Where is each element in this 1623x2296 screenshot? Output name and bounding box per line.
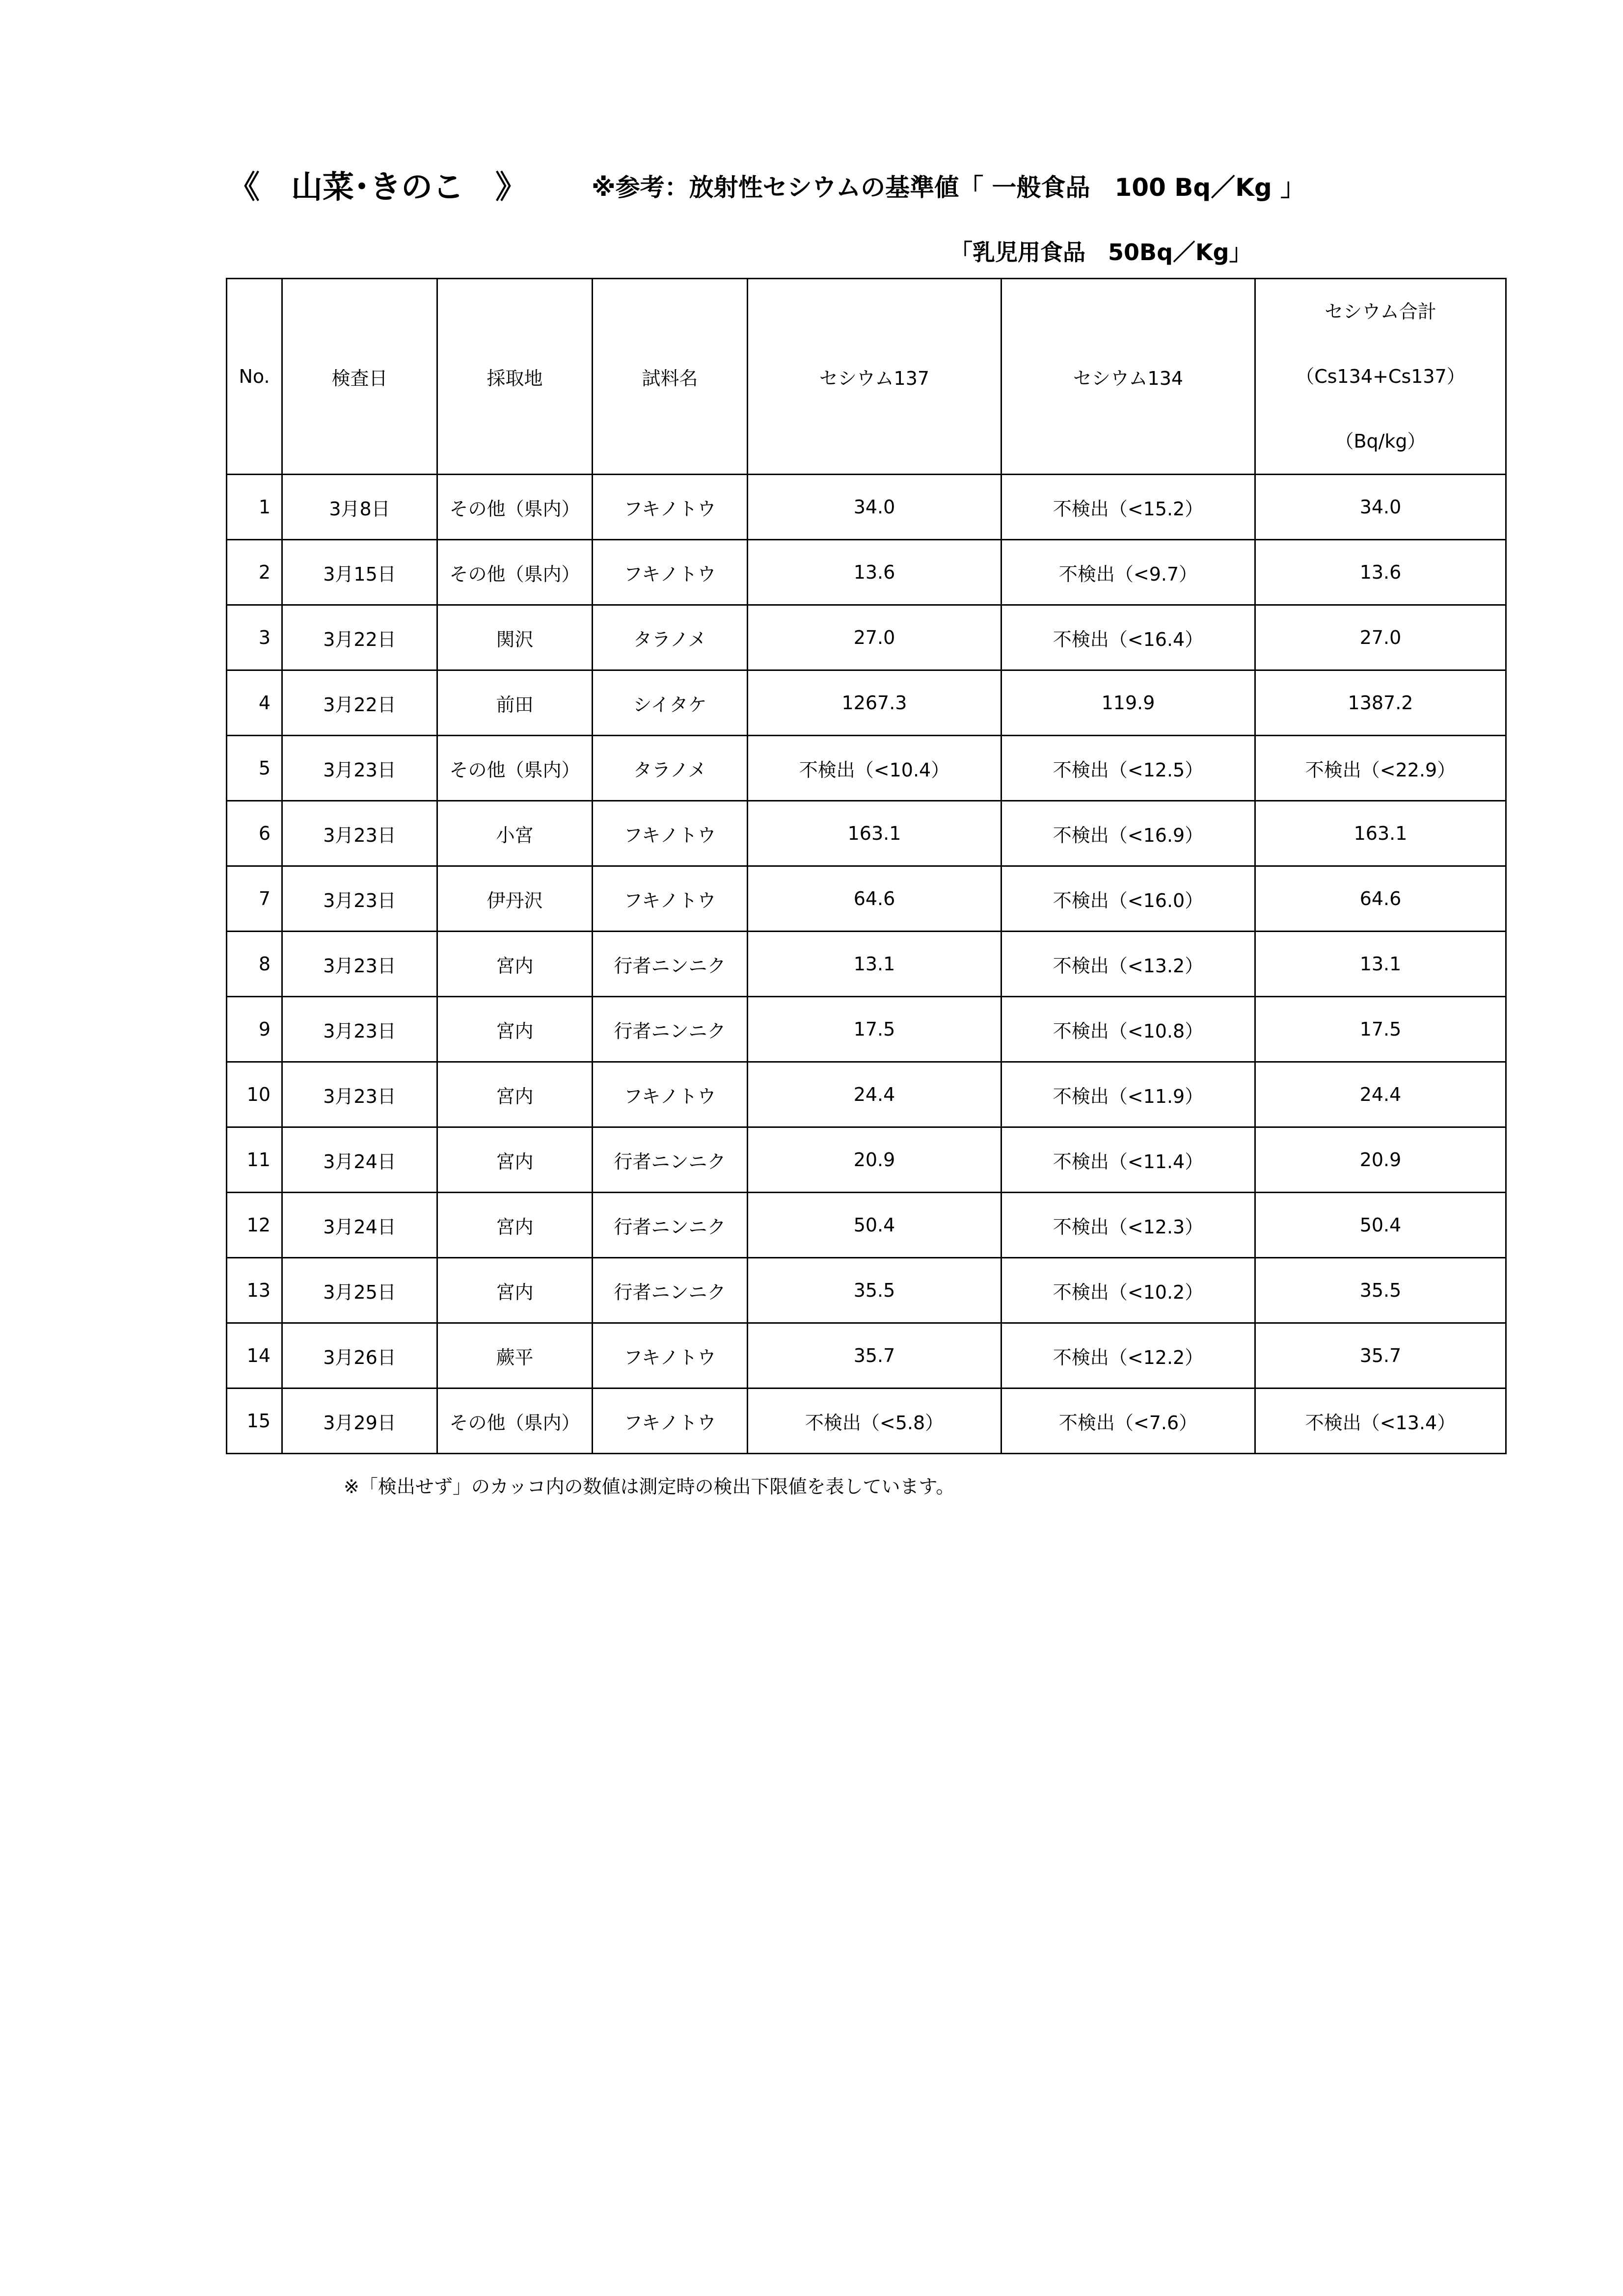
- table-row: [227, 1062, 1506, 1127]
- cell-cs137: 13.6: [748, 540, 1001, 605]
- header-cs134: セシウム134: [1001, 279, 1255, 475]
- table-row: [227, 997, 1506, 1062]
- cell-total: 1387.2: [1255, 670, 1506, 736]
- table-row: [227, 866, 1506, 932]
- cell-cs134: 不検出（<13.2）: [1001, 932, 1255, 997]
- table-row: [227, 605, 1506, 670]
- table-row: [227, 932, 1506, 997]
- cell-sample: フキノトウ: [593, 866, 748, 932]
- table-row: [227, 801, 1506, 866]
- cell-date: 3月25日: [282, 1258, 437, 1323]
- cell-no: 3: [227, 605, 282, 670]
- header-sample: 試料名: [593, 279, 748, 475]
- cell-date: 3月23日: [282, 801, 437, 866]
- cell-cs137: 20.9: [748, 1127, 1001, 1193]
- cell-cs137: 27.0: [748, 605, 1001, 670]
- cell-cs134: 不検出（<12.5）: [1001, 736, 1255, 801]
- header-total-line2: （Cs134+Cs137）: [1296, 366, 1465, 387]
- cell-cs134: 不検出（<7.6）: [1001, 1388, 1255, 1454]
- cell-sample: 行者ニンニク: [593, 1193, 748, 1258]
- cell-cs137: 35.5: [748, 1258, 1001, 1323]
- cell-cs137: 34.0: [748, 475, 1001, 540]
- cell-total: 163.1: [1255, 801, 1506, 866]
- cell-sample: フキノトウ: [593, 1388, 748, 1454]
- cell-location: 宮内: [437, 1193, 593, 1258]
- table-row: [227, 1388, 1506, 1454]
- cell-cs137: 17.5: [748, 997, 1001, 1062]
- cell-no: 7: [227, 866, 282, 932]
- cell-sample: フキノトウ: [593, 540, 748, 605]
- reference-standard-general: ※参考：放射性セシウムの基準値「 一般食品 100 Bq／Kg 」: [592, 173, 1305, 202]
- cell-sample: 行者ニンニク: [593, 997, 748, 1062]
- cell-cs134: 不検出（<10.8）: [1001, 997, 1255, 1062]
- table-row: [227, 1258, 1506, 1323]
- cell-cs134: 不検出（<16.4）: [1001, 605, 1255, 670]
- cell-sample: フキノトウ: [593, 1323, 748, 1388]
- cell-cs134: 不検出（<12.2）: [1001, 1323, 1255, 1388]
- page-title: 《 山菜･きのこ 》: [228, 169, 527, 206]
- cell-location: 宮内: [437, 1127, 593, 1193]
- cell-location: 宮内: [437, 1258, 593, 1323]
- cell-cs134: 不検出（<16.9）: [1001, 801, 1255, 866]
- footnote: ※「検出せず」のカッコ内の数値は測定時の検出下限値を表しています。: [344, 1476, 955, 1497]
- cell-total: 34.0: [1255, 475, 1506, 540]
- cell-no: 15: [227, 1388, 282, 1454]
- cell-cs134: 119.9: [1001, 670, 1255, 736]
- cell-location: その他（県内）: [437, 475, 593, 540]
- cell-cs134: 不検出（<10.2）: [1001, 1258, 1255, 1323]
- cell-location: 前田: [437, 670, 593, 736]
- cell-cs137: 1267.3: [748, 670, 1001, 736]
- cell-cs137: 不検出（<5.8）: [748, 1388, 1001, 1454]
- header-cs137: セシウム137: [748, 279, 1001, 475]
- cell-no: 13: [227, 1258, 282, 1323]
- cell-no: 2: [227, 540, 282, 605]
- cell-location: 関沢: [437, 605, 593, 670]
- cell-sample: 行者ニンニク: [593, 1127, 748, 1193]
- cell-total: 13.1: [1255, 932, 1506, 997]
- cell-date: 3月26日: [282, 1323, 437, 1388]
- cell-cs137: 50.4: [748, 1193, 1001, 1258]
- cell-date: 3月23日: [282, 736, 437, 801]
- cell-date: 3月24日: [282, 1193, 437, 1258]
- cell-location: 宮内: [437, 1062, 593, 1127]
- cesium-results-table: [226, 278, 1507, 1454]
- cell-total: 35.7: [1255, 1323, 1506, 1388]
- cell-sample: フキノトウ: [593, 801, 748, 866]
- cell-cs134: 不検出（<16.0）: [1001, 866, 1255, 932]
- table-row: [227, 540, 1506, 605]
- cell-no: 1: [227, 475, 282, 540]
- cell-no: 5: [227, 736, 282, 801]
- cell-cs137: 24.4: [748, 1062, 1001, 1127]
- reference-standard-infant: 「乳児用食品 50Bq／Kg」: [950, 239, 1252, 266]
- cell-sample: フキノトウ: [593, 475, 748, 540]
- table-row: [227, 475, 1506, 540]
- cell-no: 4: [227, 670, 282, 736]
- cell-sample: 行者ニンニク: [593, 1258, 748, 1323]
- cell-no: 14: [227, 1323, 282, 1388]
- cell-total: 64.6: [1255, 866, 1506, 932]
- cell-no: 9: [227, 997, 282, 1062]
- cell-total: 24.4: [1255, 1062, 1506, 1127]
- cell-date: 3月24日: [282, 1127, 437, 1193]
- table-row: [227, 1323, 1506, 1388]
- table-row: [227, 670, 1506, 736]
- table-row: [227, 1127, 1506, 1193]
- cell-location: 宮内: [437, 932, 593, 997]
- header-total-line1: セシウム合計: [1325, 301, 1436, 322]
- cell-cs134: 不検出（<12.3）: [1001, 1193, 1255, 1258]
- cell-no: 8: [227, 932, 282, 997]
- cell-date: 3月23日: [282, 932, 437, 997]
- header-total-line3: （Bq/kg）: [1335, 430, 1426, 452]
- cell-cs137: 不検出（<10.4）: [748, 736, 1001, 801]
- cell-location: その他（県内）: [437, 1388, 593, 1454]
- cell-no: 6: [227, 801, 282, 866]
- header-no: No.: [227, 279, 282, 475]
- header-total: [1255, 279, 1506, 475]
- cell-date: 3月23日: [282, 1062, 437, 1127]
- cell-no: 11: [227, 1127, 282, 1193]
- cell-total: 13.6: [1255, 540, 1506, 605]
- table-row: [227, 736, 1506, 801]
- cell-location: 蕨平: [437, 1323, 593, 1388]
- cell-cs137: 163.1: [748, 801, 1001, 866]
- header-location: 採取地: [437, 279, 593, 475]
- cell-location: 宮内: [437, 997, 593, 1062]
- cell-total: 27.0: [1255, 605, 1506, 670]
- cell-date: 3月22日: [282, 670, 437, 736]
- cell-sample: タラノメ: [593, 605, 748, 670]
- cell-sample: タラノメ: [593, 736, 748, 801]
- cell-location: その他（県内）: [437, 540, 593, 605]
- cell-location: 伊丹沢: [437, 866, 593, 932]
- cell-total: 50.4: [1255, 1193, 1506, 1258]
- cell-total: 不検出（<22.9）: [1255, 736, 1506, 801]
- cell-sample: 行者ニンニク: [593, 932, 748, 997]
- header-date: 検査日: [282, 279, 437, 475]
- cell-date: 3月23日: [282, 866, 437, 932]
- cell-sample: シイタケ: [593, 670, 748, 736]
- cell-date: 3月8日: [282, 475, 437, 540]
- table-row: [227, 1193, 1506, 1258]
- cell-date: 3月22日: [282, 605, 437, 670]
- cell-cs134: 不検出（<15.2）: [1001, 475, 1255, 540]
- cell-date: 3月23日: [282, 997, 437, 1062]
- cell-cs134: 不検出（<9.7）: [1001, 540, 1255, 605]
- cell-sample: フキノトウ: [593, 1062, 748, 1127]
- cell-location: 小宮: [437, 801, 593, 866]
- cell-date: 3月15日: [282, 540, 437, 605]
- cell-total: 20.9: [1255, 1127, 1506, 1193]
- cell-total: 17.5: [1255, 997, 1506, 1062]
- cell-cs134: 不検出（<11.4）: [1001, 1127, 1255, 1193]
- table-header-row: [227, 279, 1506, 475]
- cell-cs137: 13.1: [748, 932, 1001, 997]
- cell-cs137: 64.6: [748, 866, 1001, 932]
- cell-location: その他（県内）: [437, 736, 593, 801]
- cell-no: 12: [227, 1193, 282, 1258]
- cell-total: 35.5: [1255, 1258, 1506, 1323]
- cell-no: 10: [227, 1062, 282, 1127]
- cell-date: 3月29日: [282, 1388, 437, 1454]
- cell-cs134: 不検出（<11.9）: [1001, 1062, 1255, 1127]
- cell-total: 不検出（<13.4）: [1255, 1388, 1506, 1454]
- cell-cs137: 35.7: [748, 1323, 1001, 1388]
